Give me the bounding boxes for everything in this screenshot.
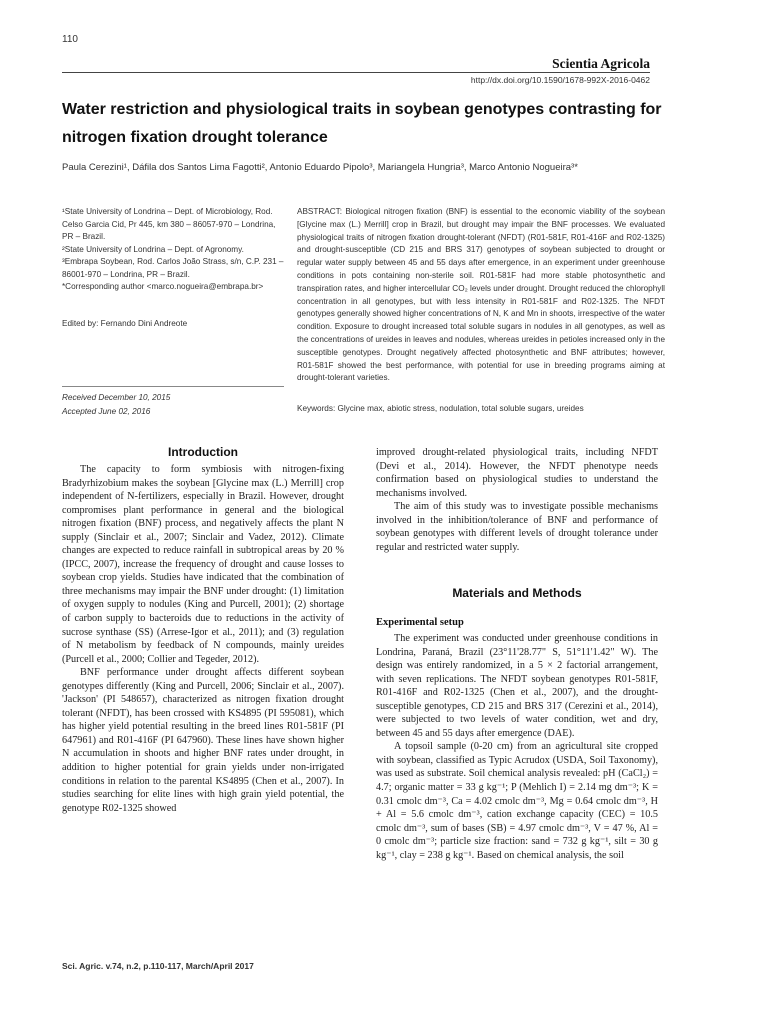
intro-paragraph: BNF performance under drought affects different soybean genotypes differently (King and Purcell, 2006; Sinclair et al., 2007). 'Jackson' (PI 548657), characterized as nitrogen fixation drought tolerant (NFDT), has been crossed with KS4895 (PI 595081), which has higher yield potential resulting in the breed lines R01-581F (PI 647961) and R01-416F (PI 647960). These lines have shown higher N accumulation in shoots and higher BNF rates under drought, in addition to higher potential for grain yields under non-irrigated conditions in relation to the parental KS4895 (Chen et al., 2007). In studies searching for elite lines with high grain yield potential, the genotype R02-1325 showed: [62, 667, 344, 814]
article-title: Water restriction and physiological traits in soybean genotypes contrasting for nitrogen fixation drought tolerance: [62, 101, 662, 146]
keywords: Keywords: Glycine max, abiotic stress, nodulation, total soluble sugars, ureides: [297, 404, 584, 413]
journal-name: Scientia Agricola: [552, 56, 650, 71]
left-column: [62, 463, 344, 815]
affiliation-3: ³Embrapa Soybean, Rod. Carlos João Strass, s/n, C.P. 231 – 86001-970 – Londrina, PR – Brazil.: [62, 257, 284, 279]
editor-note: Edited by: Fernando Dini Andreote: [62, 319, 188, 328]
received-date: Received December 10, 2015: [62, 393, 171, 402]
doi-link[interactable]: http://dx.doi.org/10.1590/1678-992X-2016-0462: [470, 75, 650, 85]
affiliations: [62, 206, 284, 294]
methods-column: [376, 632, 658, 862]
header-rule: [62, 72, 650, 73]
materials-methods-heading: Materials and Methods: [452, 586, 582, 600]
introduction-heading: Introduction: [168, 445, 238, 459]
methods-paragraph: The experiment was conducted under greenhouse conditions in Londrina, Paraná, Brazil (23°11'28.77" S, 51°11'1.42" W). The design was entirely randomized, in a 5 × 2 factorial arrangement, with seven replications. The NFDT soybean genotypes R01-581F, R01-416F and R02-1325 (Chen et al., 2007), and the drought-susceptible genotypes, CD 215 and BRS 317 (Cerezini et al., 2014), were subjected to two levels of water condition, wet and dry, between 45 and 55 days after emergence (DAE).: [376, 633, 658, 739]
corresponding-author[interactable]: *Corresponding author <marco.nogueira@embrapa.br>: [62, 282, 264, 291]
abstract: ABSTRACT: Biological nitrogen fixation (BNF) is essential to the economic viability of the soybean [Glycine max (L.) Merrill] crop in Brazil, but drought may impair the BNF processes. We evaluated physiological traits of nitrogen fixation drought-tolerant (NFDT) (R01-581F, R01-416F and R02-1325) and drought-susceptible (CD 215 and BRS 317) genotypes of soybean subjected to drought or regular water supply between 45 and 55 days after emergence, in an experiment under greenhouse conditions in pots containing non-sterile soil. R01-581F had more stable photosynthetic and transpiration rates, and higher intercellular CO₂ levels under drought. Drought reduced the chlorophyll concentration in all genotypes, but with less intensity in R01-581F and R02-1325. The NFDT genotypes generally showed higher concentrations of N, K and Mn in shoots, irrespective of the water condition. Exposure to drought increased total soluble sugars in nodules in all genotypes, as well as the concentrations of ureides in leaves and nodules, whereas ureides in petioles increased only in the susceptible genotypes. Drought negatively affected photosynthetic and BNF attributes; however, R01-581F showed the best performance, with potential for use in breeding programs aiming at drought-tolerant varieties.: [297, 207, 665, 383]
article-dates: [62, 391, 284, 418]
right-column: [376, 446, 658, 554]
methods-paragraph: A topsoil sample (0-20 cm) from an agricultural site cropped with soybean, classified as Typic Acrudox (USDA, Soil Taxonomy), was used as substrate. Soil chemical analysis revealed: pH (CaCl₂) = 4.7; organic matter = 33 g kg⁻¹; P (Mehlich I) = 2.14 mg dm⁻³; K = 0.31 cmolc dm⁻³, Ca = 4.02 cmolc dm⁻³, Mg = 0.64 cmolc dm⁻³, H + Al = 5.6 cmolc dm⁻³, cation exchange capacity (CEC) = 10.5 cmolc dm⁻³, sum of bases (SB) = 4.97 cmolc dm⁻³, V = 47 %, Al = 0 cmolc dm⁻³; particle size fraction: sand = 732 g kg⁻¹, silt = 30 g kg⁻¹, clay = 238 g kg⁻¹. Based on chemical analysis, the soil: [376, 741, 658, 861]
author-list: Paula Cerezini¹, Dáfila dos Santos Lima Fagotti², Antonio Eduardo Pipolo³, Mariangela Hungria³, Marco Antonio Nogueira³*: [62, 162, 578, 173]
affiliation-1: ¹State University of Londrina – Dept. of Microbiology, Rod. Celso Garcia Cid, Pr 445, km 380 – 86057-970 – Londrina, PR – Brazil.: [62, 207, 276, 241]
page-number: 110: [62, 34, 78, 45]
dates-divider: [62, 386, 284, 387]
intro-continued-paragraph: improved drought-related physiological traits, including NFDT (Devi et al., 2014). However, the NFDT phenotype needs confirmation based on physiological studies to understand the mechanisms involved.: [376, 447, 658, 499]
aim-paragraph: The aim of this study was to investigate possible mechanisms involved in the inhibition/tolerance of BNF and performance of soybean genotypes with different levels of drought tolerance under regular and restricted water supply.: [376, 501, 658, 553]
affiliation-2: ²State University of Londrina – Dept. of Agronomy.: [62, 244, 244, 254]
accepted-date: Accepted June 02, 2016: [62, 406, 151, 416]
experimental-setup-subheading: Experimental setup: [376, 617, 464, 628]
intro-paragraph: The capacity to form symbiosis with nitrogen-fixing Bradyrhizobium makes the soybean [Glycine max (L.) Merrill] crop independent of N-fertilizers, especially in Brazil. However, drought compromises plant performance in general and the biological nitrogen fixation (BNF) process, and negatively affects the plant N supply (Sinclair et al., 2007; Sinclair and Vadez, 2012). Climate changes are expected to reduce rainfall in subtropical areas by 20 % (IPCC, 2007), increase the frequency of drought and cause losses to soybean crop yields. Studies have indicated that the combination of three mechanisms may impair the BNF under drought: (1) limitation of oxygen supply to nodules (King and Purcell, 2001); (2) shortage of carbon supply to bacteroids due to reductions in the activity of sucrose synthase (SS) (Arrese-Igor et al., 2011); and (3) regulation of N metabolism by feedback of N compounds, mainly ureides (Purcell et al., 2000; Collier and Tegeder, 2012).: [62, 464, 344, 665]
page-footer: Sci. Agric. v.74, n.2, p.110-117, March/April 2017: [62, 961, 254, 971]
